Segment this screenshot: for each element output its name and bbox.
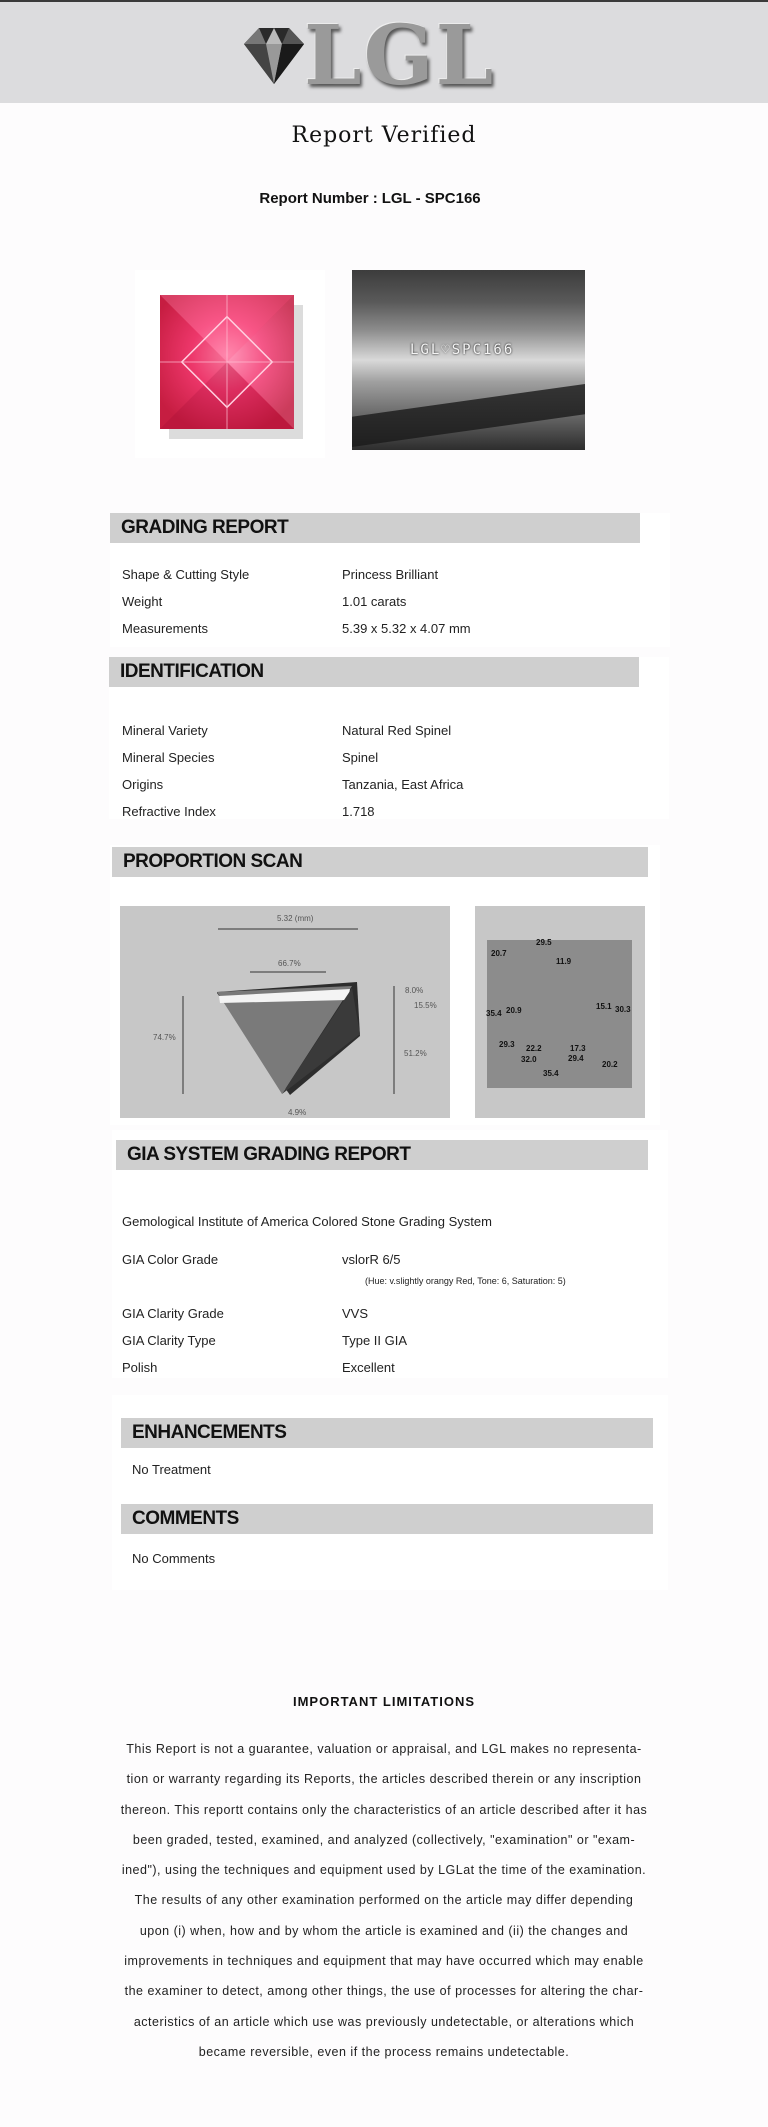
top-scan-image	[475, 906, 645, 1118]
limitations-body	[118, 1734, 650, 2067]
limitations-line: been graded, tested, examined, and analyzed (collectively, "examination" or "exam-	[132, 1832, 636, 1847]
limitations-line: The results of any other examination performed on the article may differ depending	[134, 1893, 634, 1908]
profile-label: 74.7%	[153, 1033, 176, 1042]
profile-label: 4.9%	[288, 1108, 307, 1117]
row-value: Excellent	[342, 1360, 395, 1375]
profile-label: 8.0%	[405, 986, 424, 995]
top-label: 15.1	[596, 1002, 612, 1011]
row-label: Shape & Cutting Style	[122, 567, 250, 582]
row-label: Weight	[122, 594, 163, 609]
enhancements-heading: ENHANCEMENTS	[121, 1418, 653, 1448]
top-label: 29.3	[499, 1040, 515, 1049]
inscription-text: LGL♡SPC166	[410, 342, 515, 358]
row-label: GIA Clarity Grade	[122, 1306, 224, 1321]
top-label: 35.4	[543, 1069, 559, 1078]
limitations-heading: IMPORTANT LIMITATIONS	[292, 1694, 476, 1709]
profile-scan-image	[120, 906, 450, 1118]
gia-grading-heading: GIA SYSTEM GRADING REPORT	[116, 1140, 648, 1170]
profile-label: 51.2%	[404, 1049, 427, 1058]
top-label: 32.0	[521, 1055, 537, 1064]
report-number-value: LGL - SPC166	[381, 190, 481, 207]
limitations-line: ined"), using the techniques and equipment used by LGLat the time of the examination.	[121, 1863, 647, 1878]
top-label: 29.5	[536, 938, 552, 947]
top-label: 30.3	[615, 1005, 631, 1014]
limitations-line: acteristics of an article which use was previously undetectable, or alterations which	[133, 2014, 635, 2029]
row-value: vslorR 6/5	[342, 1252, 401, 1267]
row-value: 1.01 carats	[342, 594, 407, 609]
proportion-scan-heading: PROPORTION SCAN	[112, 847, 648, 877]
page-title: Report Verified	[291, 123, 477, 148]
profile-label: 5.32 (mm)	[277, 914, 314, 923]
top-label: 35.4	[486, 1009, 502, 1018]
top-label: 20.7	[491, 949, 507, 958]
identification-panel	[109, 657, 669, 819]
top-label: 20.2	[602, 1060, 618, 1069]
limitations-line: tion or warranty regarding its Reports, the articles described therein or any inscription	[126, 1772, 642, 1787]
profile-label: 15.5%	[414, 1001, 437, 1010]
limitations-line: upon (i) when, how and by whom the article is examined and (ii) the changes and	[139, 1923, 629, 1938]
limitations-line: thereon. This reportt contains only the characteristics of an article described after it has	[120, 1802, 648, 1817]
limitations-line: the examiner to detect, among other things, the use of processes for altering the char-	[124, 1984, 644, 1999]
row-value: 1.718	[342, 804, 375, 819]
row-value: VVS	[342, 1306, 369, 1321]
limitations-line: This Report is not a guarantee, valuation or appraisal, and LGL makes no representa-	[126, 1742, 642, 1756]
comments-heading: COMMENTS	[121, 1504, 653, 1534]
row-label: Mineral Species	[122, 750, 215, 765]
header-banner	[0, 2, 768, 103]
row-label: Origins	[122, 777, 164, 792]
grading-report-heading: GRADING REPORT	[110, 513, 640, 543]
row-value: 5.39 x 5.32 x 4.07 mm	[342, 621, 471, 636]
row-value: Princess Brilliant	[342, 567, 439, 582]
profile-label: 66.7%	[278, 959, 301, 968]
logo-text: LGL	[304, 8, 496, 104]
limitations-line: improvements in techniques and equipment that may have occurred which may enable	[124, 1954, 644, 1969]
grading-report-panel	[110, 513, 670, 647]
row-label: Mineral Variety	[122, 723, 208, 738]
row-value: Spinel	[342, 750, 379, 765]
top-label: 20.9	[506, 1006, 522, 1015]
row-label: Polish	[122, 1360, 158, 1375]
color-grade-note: (Hue: v.slightly orangy Red, Tone: 6, Saturation: 5)	[365, 1276, 566, 1286]
top-label: 22.2	[526, 1044, 542, 1053]
row-value: Tanzania, East Africa	[342, 777, 464, 792]
top-label: 29.4	[568, 1054, 584, 1063]
inscription-photo	[352, 270, 585, 450]
top-label: 17.3	[570, 1044, 586, 1053]
row-label: Refractive Index	[122, 804, 216, 819]
limitations-line: became reversible, even if the process remains undetectable.	[198, 2044, 570, 2059]
diamond-icon	[234, 22, 314, 92]
gem-photo	[135, 270, 325, 458]
enhancements-comments-panel: ENHANCEMENTS No Treatment COMMENTS No Comments	[112, 1395, 668, 1590]
report-number-label: Report Number :	[259, 190, 378, 207]
row-label: GIA Color Grade	[122, 1252, 219, 1267]
row-label: GIA Clarity Type	[122, 1333, 216, 1348]
row-value: Natural Red Spinel	[342, 723, 452, 738]
top-label: 11.9	[556, 957, 572, 966]
report-number	[0, 190, 736, 207]
lgl-logo	[232, 8, 496, 104]
identification-heading: IDENTIFICATION	[109, 657, 639, 687]
row-value: Type II GIA	[342, 1333, 408, 1348]
row-label: Measurements	[122, 621, 208, 636]
gia-grading-panel: GIA SYSTEM GRADING REPORT Gemological Institute of America Colored Stone Grading System GIA Color Grade vslorR 6/5 (Hue: v.slightly orangy Red, Tone: 6, Saturation: 5) GIA Clarity Grade VVS GIA Clarity Type Type II GIA Polish Excellent	[112, 1130, 668, 1378]
